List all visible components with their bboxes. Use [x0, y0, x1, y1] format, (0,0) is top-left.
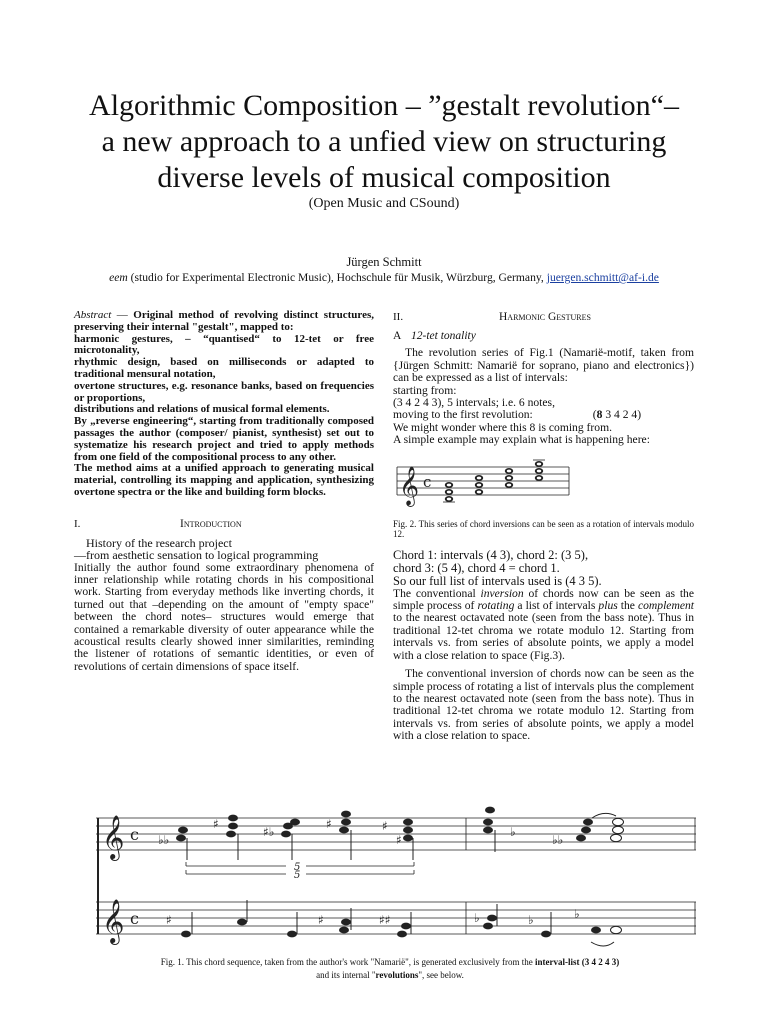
tuplet-number: 5: [294, 862, 301, 873]
staff-notation-image: [393, 455, 573, 513]
section-title: Introduction: [180, 517, 242, 530]
text-run: a list of intervals: [514, 599, 599, 613]
svg-text:♭: ♭: [510, 825, 516, 839]
subsection-heading: [393, 330, 694, 342]
interval-highlight: 8: [596, 408, 603, 422]
body-paragraph: The revolution series of Fig.1 (Namarië-motif, taken from {Jürgen Schmitt: Namarië for soprano, piano and electronics}) can be expressed as a list of intervals:: [393, 346, 694, 385]
abstract: [74, 310, 374, 499]
abstract-text: rhythmic design, based on milliseconds or adapted to traditional mensural notation,: [74, 356, 374, 380]
emphasis: rotating: [477, 599, 515, 613]
svg-text:♭: ♭: [528, 913, 534, 927]
svg-text:♯♯: ♯♯: [379, 913, 391, 927]
score-notation-image: [96, 800, 696, 950]
author-name: Jürgen Schmitt: [346, 255, 422, 269]
figure-1-caption: [80, 956, 700, 982]
caption-text: Fig. 1. This chord sequence, taken from the author's work "Namarië", is generated exclusively from the: [160, 957, 535, 967]
body-line-label: moving to the first revolution:: [393, 408, 533, 422]
svg-text:𝄞: 𝄞: [399, 465, 420, 506]
caption-line: [80, 956, 700, 969]
author-affiliation: [20, 271, 748, 284]
svg-text:♯: ♯: [213, 817, 219, 831]
section-heading-harmonic-gestures: [393, 310, 694, 324]
title-line: diverse levels of musical composition: [157, 161, 611, 194]
left-column: [74, 310, 374, 673]
figure-2-caption: Fig. 2. This series of chord inversions can be seen as a rotation of intervals modulo 12.: [393, 518, 694, 539]
svg-text:c: c: [130, 909, 139, 928]
section-title: Harmonic Gestures: [499, 310, 591, 323]
svg-text:c: c: [130, 825, 139, 844]
text-run: of chords now can be seen as the simple process of: [393, 586, 694, 613]
abstract-text: The method aims at a unified approach to generating musical material, controlling its mapping and application, synthesizing overtone spectra or the like and building form blocks.: [74, 462, 374, 498]
figure-1-score: [96, 800, 696, 950]
interval-paren: (: [592, 408, 597, 422]
subsection-number: A: [393, 330, 402, 342]
body-paragraph: [393, 588, 694, 662]
abstract-text: harmonic gestures, – “quantised“ to 12-tet or free microtonality,: [74, 332, 374, 357]
tuplet-number: 5: [294, 870, 301, 881]
subsection-title: 12-tet tonality: [411, 330, 476, 342]
intro-line: History of the research project: [86, 535, 232, 550]
abstract-dash: —: [111, 309, 134, 321]
svg-text:c: c: [423, 472, 432, 491]
abstract-text: Original method of revolving distinct structures, preserving their internal "gestalt", mapped to:: [74, 309, 374, 333]
caption-text: and its internal ": [316, 970, 376, 980]
abstract-text: overtone structures, e.g. resonance banks, based on frequencies or proportions,: [74, 379, 374, 404]
right-column: [393, 310, 694, 743]
body-line: We might wonder where this 8 is coming from.: [393, 420, 612, 434]
emphasis: inversion: [480, 586, 524, 600]
svg-text:♭: ♭: [474, 911, 480, 925]
text-run: to the nearest octavated note (seen from the bass note). Thus in traditional 12-tet chroma we rotate modulo 12. Starting from intervals vs. from series of absolute points, we apply a model with a close relation to space (Fig.3).: [393, 611, 694, 662]
emphasis: complement: [637, 599, 694, 613]
body-paragraph: The conventional inversion of chords now can be seen as the simple process of rotating a list of intervals plus the complement to the nearest octavated note (seen from the bass note). Thus in traditional 12-tet chroma we rotate modulo 12. Starting from intervals vs. from series of absolute points, we apply a model with a close relation to space.: [393, 667, 694, 743]
paper-title: [20, 88, 748, 196]
body-line: chord 3: (5 4), chord 4 = chord 1.: [393, 560, 560, 575]
affiliation-text: (studio for Experimental Electronic Music), Hochschule für Musik, Würzburg, Germany,: [127, 271, 547, 284]
svg-text:♯: ♯: [382, 819, 388, 833]
text-run: The conventional: [393, 586, 481, 600]
section-heading-introduction: [74, 517, 374, 531]
section-number: I.: [74, 517, 81, 530]
body-line: Chord 1: intervals (4 3), chord 2: (3 5),: [393, 547, 589, 562]
body-line: So our full list of intervals used is (4 3 5).: [393, 573, 602, 588]
svg-text:♭: ♭: [574, 907, 580, 921]
body-line: A simple example may explain what is happening here:: [393, 433, 650, 447]
svg-text:♯: ♯: [166, 913, 172, 927]
svg-text:♯: ♯: [318, 913, 324, 927]
caption-line: [80, 969, 700, 982]
body-line: starting from:: [393, 383, 457, 397]
intro-body: Initially the author found some extraordinary phenomena of inner relationship while rotating chords in his compositional work. Starting from everyday methods like inverting chords, it turned out that –depending on the amount of "empty space" between the chord notes– structures would emerge that contained a remarkable diversity of outer appearance while the acoustical results clearly showed inner similarities, reminding the listener of rotations of semantic identities, or even of revolutions of certain dimensions of space itself.: [74, 560, 374, 673]
text-run: the: [617, 599, 638, 613]
author-email-link[interactable]: juergen.schmitt@af-i.de: [546, 271, 659, 284]
section-number: II.: [393, 310, 404, 323]
caption-bold: interval-list (3 4 2 4 3): [534, 957, 620, 967]
figure-2-chord-inversions: [393, 455, 694, 513]
abstract-text: By „reverse engineering“, starting from traditionally composed passages the author (composer/ pianist, synthesist) set out to systematize his research project and tried to apply methods from one field of the compositional process to any other.: [74, 415, 374, 463]
abstract-label: Abstract: [74, 309, 112, 321]
svg-text:♭♭: ♭♭: [552, 833, 564, 847]
body-line: (3 4 2 4 3), 5 intervals; i.e. 6 notes,: [393, 396, 555, 410]
interval-rest: 3 4 2 4): [602, 408, 642, 422]
intro-line: —from aesthetic sensation to logical programming: [74, 548, 319, 563]
caption-bold: revolutions: [375, 970, 419, 980]
svg-text:♯: ♯: [326, 817, 332, 831]
emphasis: plus: [598, 599, 618, 613]
affiliation-org: eem: [109, 271, 128, 284]
svg-text:♯: ♯: [396, 833, 402, 847]
title-line: Algorithmic Composition – ”gestalt revolution“–: [89, 89, 679, 122]
abstract-text: distributions and relations of musical formal elements.: [74, 403, 330, 416]
title-line: a new approach to a unfied view on structuring: [101, 125, 667, 158]
caption-text: ", see below.: [418, 970, 464, 980]
paper-subtitle: (Open Music and CSound): [308, 196, 460, 211]
svg-text:𝄞: 𝄞: [102, 899, 125, 943]
svg-text:♭♭: ♭♭: [158, 833, 170, 847]
body-line: [393, 409, 694, 421]
svg-text:♯♭: ♯♭: [263, 825, 275, 839]
svg-text:𝄞: 𝄞: [102, 815, 125, 859]
